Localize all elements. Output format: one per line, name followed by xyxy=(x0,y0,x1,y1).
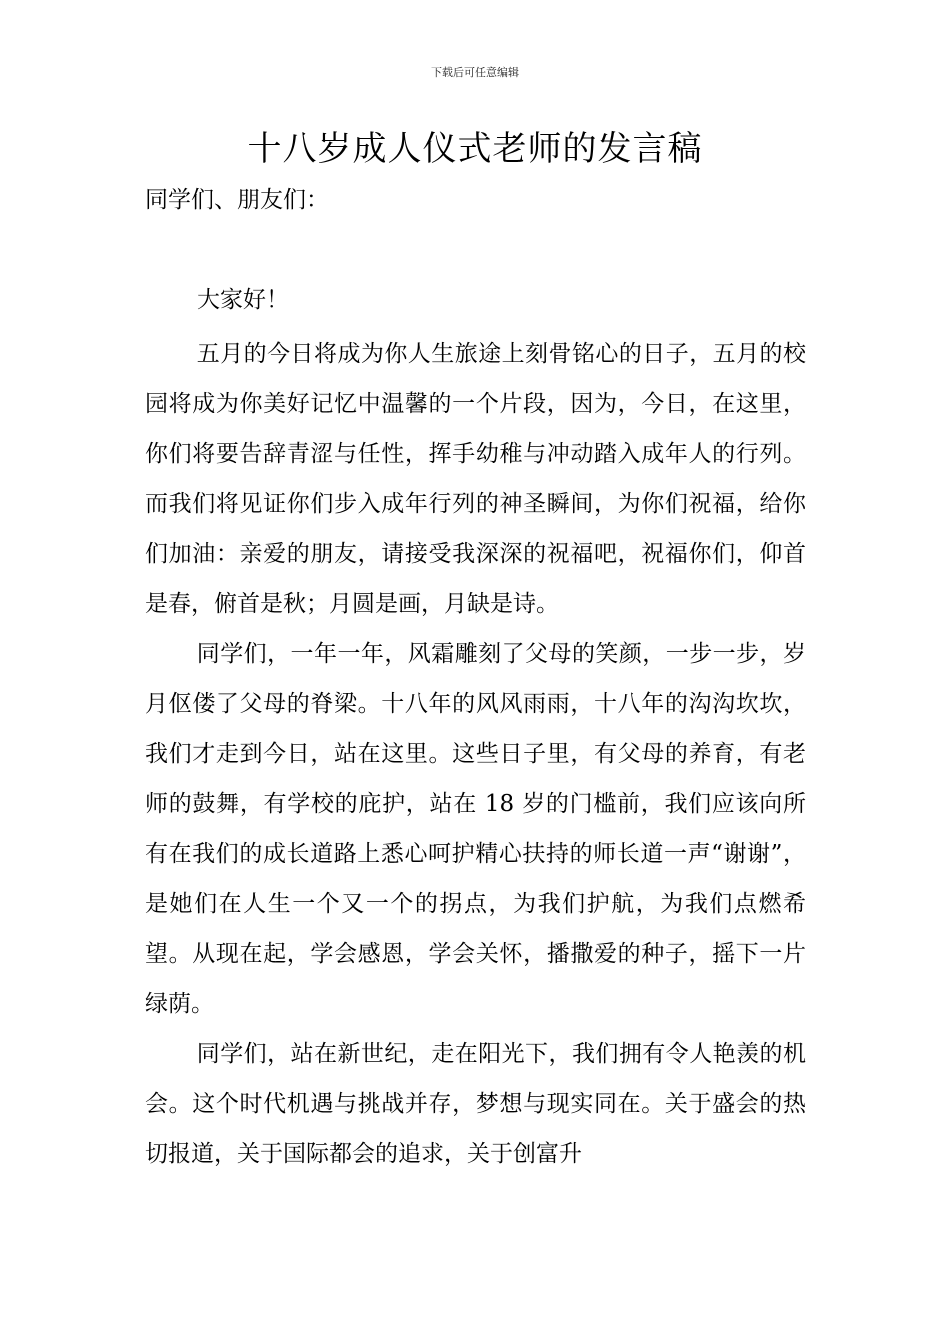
paragraph-1: 五月的今日将成为你人生旅途上刻骨铭心的日子，五月的校园将成为你美好记忆中温馨的一个片段，因为，今日，在这里，你们将要告辞青涩与任性，挥手幼稚与冲动踏入成年人的行列。而我们将见证你们步入成年行列的神圣瞬间，为你们祝福，给你们加油：亲爱的朋友，请接受我深深的祝福吧，祝福你们，仰首是春，俯首是秋；月圆是画，月缺是诗。 xyxy=(145,341,806,617)
greeting: 大家好！ xyxy=(197,287,289,313)
paragraph-3: 同学们，站在新世纪，走在阳光下，我们拥有令人艳羡的机会。这个时代机遇与挑战并存，梦想与现实同在。关于盛会的热切报道，关于国际都会的追求，关于创富升 xyxy=(145,1041,806,1167)
salutation: 同学们、朋友们： xyxy=(145,187,329,213)
document-body xyxy=(145,329,806,1179)
paragraph-2: 同学们，一年一年，风霜雕刻了父母的笑颜，一步一步，岁月伛偻了父母的脊梁。十八年的风风雨雨，十八年的沟沟坎坎，我们才走到今日，站在这里。这些日子里，有父母的养育，有老师的鼓舞，有学校的庇护，站在 18 岁的门槛前，我们应该向所有在我们的成长道路上悉心呵护精心扶持的师长道一声“谢谢”，是她们在人生一个又一个的拐点，为我们护航，为我们点燃希望。从现在起，学会感恩，学会关怀，播撒爱的种子，摇下一片绿荫。 xyxy=(145,641,806,1017)
header-note: 下载后可任意编辑 xyxy=(431,66,519,79)
document-title: 十八岁成人仪式老师的发言稿 xyxy=(247,129,703,169)
